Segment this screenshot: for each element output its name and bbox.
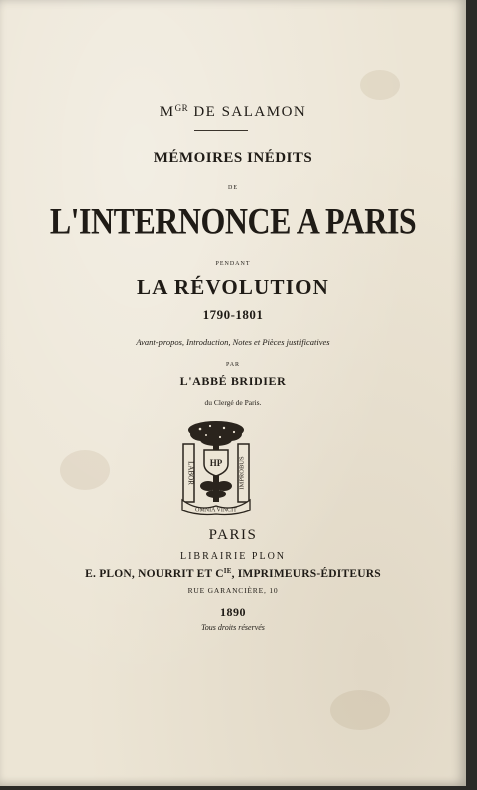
printer-mark-tree-emblem-icon xyxy=(180,420,252,516)
printers-part-a: E. PLON, NOURRIT ET C xyxy=(85,568,224,580)
title-line-4: PENDANT xyxy=(215,261,251,267)
editor-role: du Clergé de Paris. xyxy=(204,398,262,407)
left-motto: LABOR xyxy=(186,461,195,485)
title-line-1: MÉMOIRES INÉDITS xyxy=(153,150,313,166)
imprint-address: RUE GARANCIÈRE, 10 xyxy=(187,586,279,595)
contents-line: Avant-propos, Introduction, Notes et Pièces justificatives xyxy=(136,337,330,347)
title-years: 1790-1801 xyxy=(202,307,264,322)
title-line-5: LA RÉVOLUTION xyxy=(137,275,329,299)
par-line: PAR xyxy=(225,362,241,368)
title-line-2: DE xyxy=(228,185,238,191)
foxing-spot xyxy=(330,690,390,730)
editor-name: L'ABBÉ BRIDIER xyxy=(179,374,287,388)
author-line xyxy=(0,103,466,121)
imprint-printers xyxy=(0,567,466,580)
printers-sup: IE xyxy=(223,567,232,575)
emblem-initials: HP xyxy=(209,458,223,468)
imprint-rights: Tous droits réservés xyxy=(201,623,265,632)
imprint-publisher: LIBRAIRIE PLON xyxy=(179,551,287,562)
author-name: DE SALAMON xyxy=(193,104,307,120)
imprint-city: PARIS xyxy=(208,527,258,543)
foxing-spot xyxy=(360,70,400,100)
right-motto: IMPROBUS xyxy=(238,456,246,490)
author-prefix: M xyxy=(159,104,175,120)
author-prefix-sup: GR xyxy=(174,103,189,113)
main-title: L'INTERNONCE A PARIS xyxy=(49,200,417,242)
printers-part-b: , IMPRIMEURS-ÉDITEURS xyxy=(231,568,381,580)
divider-rule xyxy=(194,130,248,131)
foxing-spot xyxy=(60,450,110,490)
bottom-motto: OMNIA VINCIT xyxy=(195,507,237,514)
imprint-year: 1890 xyxy=(220,605,246,619)
